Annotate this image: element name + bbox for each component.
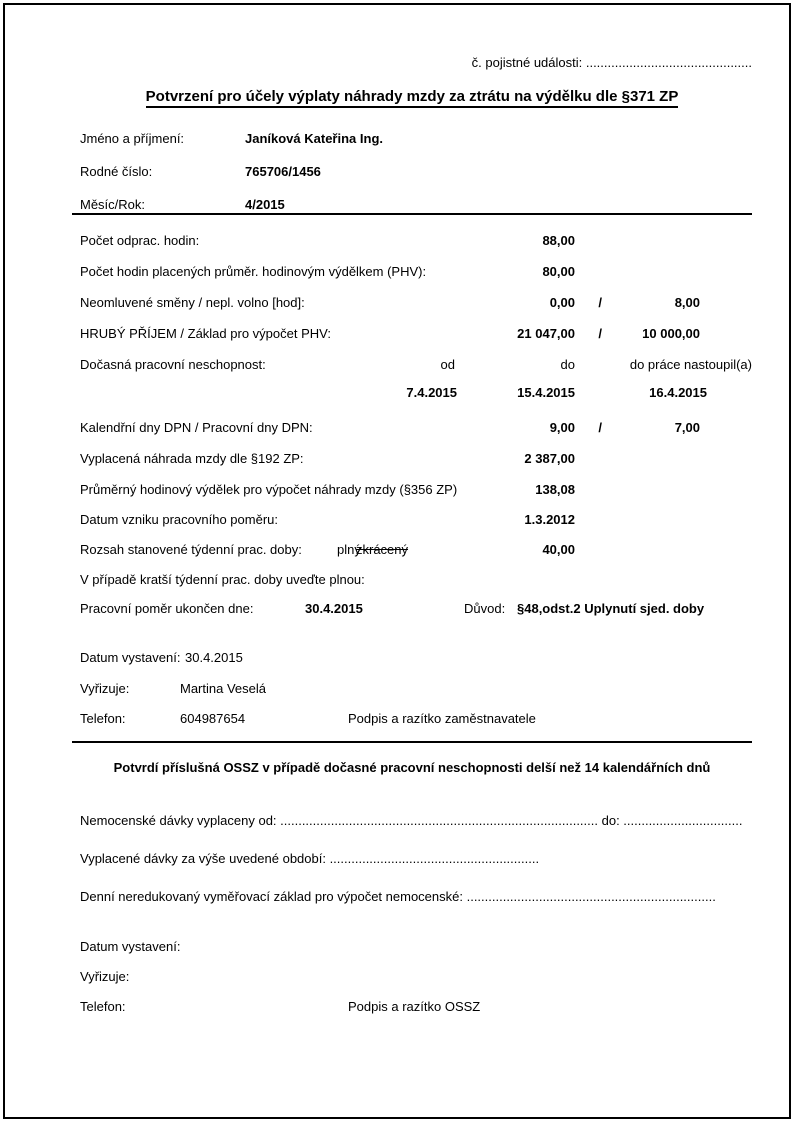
- field-value-1: 9,00: [549, 420, 575, 435]
- shorter-week-note-row: [80, 572, 752, 589]
- field-label: Počet hodin placených průměr. hodinovým výdělkem (PHV):: [80, 264, 427, 279]
- handled-by-row: [80, 681, 752, 698]
- divider-line: [72, 741, 752, 743]
- month-year-row: [80, 197, 752, 214]
- slash-separator: /: [598, 420, 602, 435]
- field-label: Jméno a příjmení:: [80, 131, 185, 146]
- sick-to-date: 15.4.2015: [517, 385, 575, 400]
- field-label: HRUBÝ PŘÍJEM / Základ pro výpočet PHV:: [80, 326, 331, 341]
- avg-hourly-earning-row: [80, 482, 752, 499]
- ossz-issue-date-row: [80, 939, 752, 956]
- field-label: Měsíc/Rok:: [80, 197, 146, 212]
- field-value-1: 21 047,00: [517, 326, 575, 341]
- employee-name-row: [80, 131, 752, 148]
- phone-row: [80, 711, 752, 728]
- birth-number-row: [80, 164, 752, 181]
- unexcused-shifts-row: [80, 295, 752, 312]
- sick-from-date: 7.4.2015: [406, 385, 457, 400]
- employer-signature-note: Podpis a razítko zaměstnavatele: [348, 711, 536, 726]
- field-label: Rozsah stanovené týdenní prac. doby:: [80, 542, 302, 557]
- ossz-signature-note: Podpis a razítko OSSZ: [348, 999, 481, 1014]
- field-value: 40,00: [542, 542, 575, 557]
- field-value: 30.4.2015: [185, 650, 243, 665]
- field-label: Vyplacená náhrada mzdy dle §192 ZP:: [80, 451, 304, 466]
- field-value: 2 387,00: [524, 451, 575, 466]
- field-value: 1.3.2012: [524, 512, 575, 527]
- sick-leave-dates-row: [80, 385, 752, 402]
- field-value: 88,00: [542, 233, 575, 248]
- daily-assessment-base-row: [80, 889, 752, 906]
- form-title: Potvrzení pro účely výplaty náhrady mzdy za ztrátu na výdělku dle §371 ZP: [146, 88, 679, 108]
- slash-separator: /: [598, 295, 602, 310]
- column-from-label: od: [440, 357, 455, 372]
- slash-separator: /: [598, 326, 602, 341]
- employment-end-date: 30.4.2015: [305, 601, 363, 616]
- field-value-1: 0,00: [549, 295, 575, 310]
- employment-start-row: [80, 512, 752, 529]
- reason-value: §48,odst.2 Uplynutí sjed. doby: [517, 601, 705, 616]
- field-label: Neomluvené směny / nepl. volno [hod]:: [80, 295, 305, 310]
- issue-date-row: [80, 650, 752, 667]
- field-value: 4/2015: [245, 197, 285, 212]
- field-value-2: 10 000,00: [642, 326, 700, 341]
- field-label: Datum vystavení:: [80, 939, 181, 954]
- dotted-fill-line: Vyplacené dávky za výše uvedené období: ..........................................................: [80, 851, 540, 866]
- note-text: V případě kratší týdenní prac. doby uveďte plnou:: [80, 572, 365, 587]
- compensation-paid-row: [80, 451, 752, 468]
- field-label: Dočasná pracovní neschopnost:: [80, 357, 266, 372]
- field-label: Datum vzniku pracovního poměru:: [80, 512, 278, 527]
- field-value: 80,00: [542, 264, 575, 279]
- employment-end-row: [80, 601, 752, 618]
- field-label: Rodné číslo:: [80, 164, 153, 179]
- sick-leave-header-row: [80, 357, 752, 374]
- column-return-label: do práce nastoupil(a): [629, 357, 752, 372]
- return-to-work-date: 16.4.2015: [649, 385, 707, 400]
- field-label: Telefon:: [80, 711, 126, 726]
- claim-number-line: č. pojistné události: ..............................................: [471, 55, 752, 70]
- field-label: Telefon:: [80, 999, 126, 1014]
- field-value: Janíková Kateřina Ing.: [245, 131, 383, 146]
- field-label: Vyřizuje:: [80, 681, 130, 696]
- dpn-days-row: [80, 420, 752, 437]
- full-time-option: plný: [337, 542, 361, 557]
- hours-paid-phv-row: [80, 264, 752, 281]
- ossz-phone-row: [80, 999, 752, 1016]
- benefits-period-row: [80, 813, 752, 830]
- field-value-2: 8,00: [674, 295, 700, 310]
- divider-line: [72, 213, 752, 215]
- field-value: 604987654: [180, 711, 246, 726]
- field-label: Průměrný hodinový výdělek pro výpočet náhrady mzdy (§356 ZP): [80, 482, 458, 497]
- field-value: 765706/1456: [245, 164, 321, 179]
- ossz-section-heading: Potvrdí příslušná OSSZ v případě dočasné pracovní neschopnosti delší než 14 kalendářních dnů: [113, 760, 711, 775]
- dotted-fill-line: Nemocenské dávky vyplaceny od: ........................................................................................ do: .................................: [80, 813, 743, 828]
- field-value: Martina Veselá: [180, 681, 266, 696]
- dotted-fill-line: Denní neredukovaný vyměřovací základ pro výpočet nemocenské: .....................................................................: [80, 889, 716, 904]
- gross-income-row: [80, 326, 752, 343]
- field-label: Počet odprac. hodin:: [80, 233, 200, 248]
- field-label: Kalendřní dny DPN / Pracovní dny DPN:: [80, 420, 313, 435]
- field-value-2: 7,00: [674, 420, 700, 435]
- benefits-paid-row: [80, 851, 752, 868]
- reduced-time-option-struck: zkrácený: [356, 542, 409, 557]
- reason-label: Důvod:: [464, 601, 506, 616]
- ossz-handled-by-row: [80, 969, 752, 986]
- column-to-label: do: [560, 357, 575, 372]
- hours-worked-row: [80, 233, 752, 250]
- field-value: 138,08: [535, 482, 575, 497]
- weekly-hours-row: [80, 542, 752, 559]
- field-label: Datum vystavení:: [80, 650, 181, 665]
- title-row: [72, 88, 752, 105]
- field-label: Pracovní poměr ukončen dne:: [80, 601, 254, 616]
- field-label: Vyřizuje:: [80, 969, 130, 984]
